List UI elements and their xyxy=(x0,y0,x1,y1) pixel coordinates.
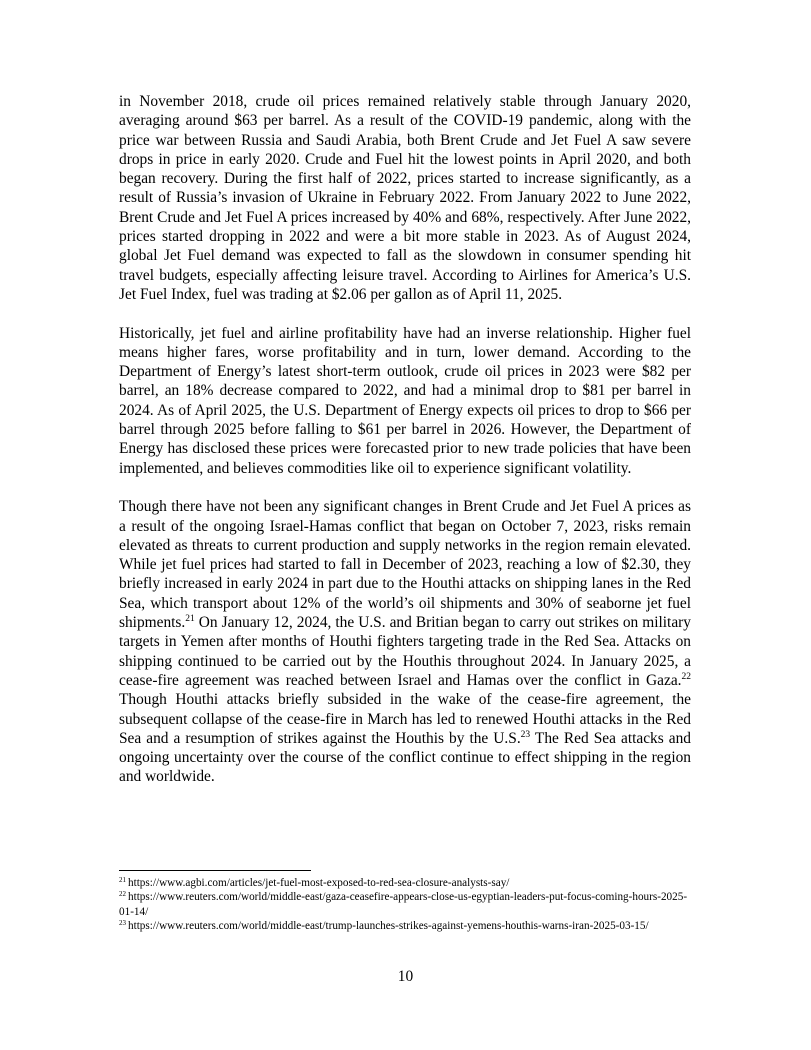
paragraph-text: Though there have not been any significant changes in Brent Crude and Jet Fuel A prices as a result of the ongoing Israel-Hamas conflict that began on October 7, 2023, risks remain elevated as threats to current production and supply networks in the region remain elevated. While jet fuel prices had started to fall in December of 2023, reaching a low of $2.30, they briefly increased in early 2024 in part due to the Houthi attacks on shipping lanes in the Red Sea, which transport about 12% of the world’s oil shipments and 30% of seaborne jet fuel shipments. xyxy=(119,498,691,632)
footnote-reference: 22 xyxy=(681,671,691,682)
footnote-link[interactable]: https://www.reuters.com/world/middle-east/gaza-ceasefire-appears-close-us-egyptian-leaders-put-focus-coming-hours-2025-01-14/ xyxy=(119,891,688,918)
paragraph xyxy=(119,92,691,304)
paragraph-text: The Red Sea attacks and ongoing uncertainty over the course of the conflict continue to effect shipping in the region and worldwide. xyxy=(119,729,691,786)
footnote-number: 23 xyxy=(119,919,126,928)
footnote-number: 22 xyxy=(119,890,126,899)
paragraph-text: On January 12, 2024, the U.S. and Britian began to carry out strikes on military targets in Yemen after months of Houthi fighters targeting trade in the Red Sea. Attacks on shipping continued to be carried out by the Houthis throughout 2024. In January 2025, a cease-fire agreement was reached between Israel and Hamas over the conflict in Gaza. xyxy=(119,614,691,689)
footnote-separator xyxy=(119,870,311,871)
footnote xyxy=(119,919,691,933)
page-number: 10 xyxy=(397,968,414,985)
footnote-reference: 21 xyxy=(185,614,195,625)
footnote-link[interactable]: https://www.reuters.com/world/middle-east/trump-launches-strikes-against-yemens-houthis-warns-iran-2025-03-15/ xyxy=(128,920,649,933)
paragraph-text: in November 2018, crude oil prices remained relatively stable through January 2020, averaging around $63 per barrel. As a result of the COVID-19 pandemic, along with the price war between Russia and Saudi Arabia, both Brent Crude and Jet Fuel A saw severe drops in price in early 2020. Crude and Fuel hit the lowest points in April 2020, and both began recovery. During the first half of 2022, prices started to increase significantly, as a result of Russia’s invasion of Ukraine in February 2022. From January 2022 to June 2022, Brent Crude and Jet Fuel A prices increased by 40% and 68%, respectively. After June 2022, prices started dropping in 2022 and were a bit more stable in 2023. As of August 2024, global Jet Fuel demand was expected to fall as the slowdown in consumer spending hit travel budgets, especially affecting leisure travel. According to Airlines for America’s U.S. Jet Fuel Index, fuel was trading at $2.06 per gallon as of April 11, 2025. xyxy=(119,93,691,303)
footnote-number: 21 xyxy=(119,876,126,884)
footnote-reference: 23 xyxy=(520,729,531,740)
footnote xyxy=(119,890,691,919)
footnote xyxy=(119,876,691,890)
paragraph xyxy=(119,324,691,478)
body-text xyxy=(119,92,691,806)
footnotes xyxy=(119,876,691,934)
footnote-link[interactable]: https://www.agbi.com/articles/jet-fuel-most-exposed-to-red-sea-closure-analysts-say/ xyxy=(128,877,510,889)
paragraph-text: Though Houthi attacks briefly subsided in the wake of the cease-fire agreement, the subsequent collapse of the cease-fire in March has led to renewed Houthi attacks in the Red Sea and a resumption of strikes against the Houthis by the U.S. xyxy=(119,691,691,747)
paragraph-text: Historically, jet fuel and airline profitability have had an inverse relationship. Higher fuel means higher fares, worse profitability and in turn, lower demand. According to the Department of Energy’s latest short-term outlook, crude oil prices in 2023 were $82 per barrel, an 18% decrease compared to 2022, and had a minimal drop to $81 per barrel in 2024. As of April 2025, the U.S. Department of Energy expects oil prices to drop to $66 per barrel through 2025 before falling to $61 per barrel in 2026. However, the Department of Energy has disclosed these prices were forecasted prior to new trade policies that have been implemented, and believes commodities like oil to experience significant volatility. xyxy=(119,324,691,477)
paragraph xyxy=(119,497,691,786)
